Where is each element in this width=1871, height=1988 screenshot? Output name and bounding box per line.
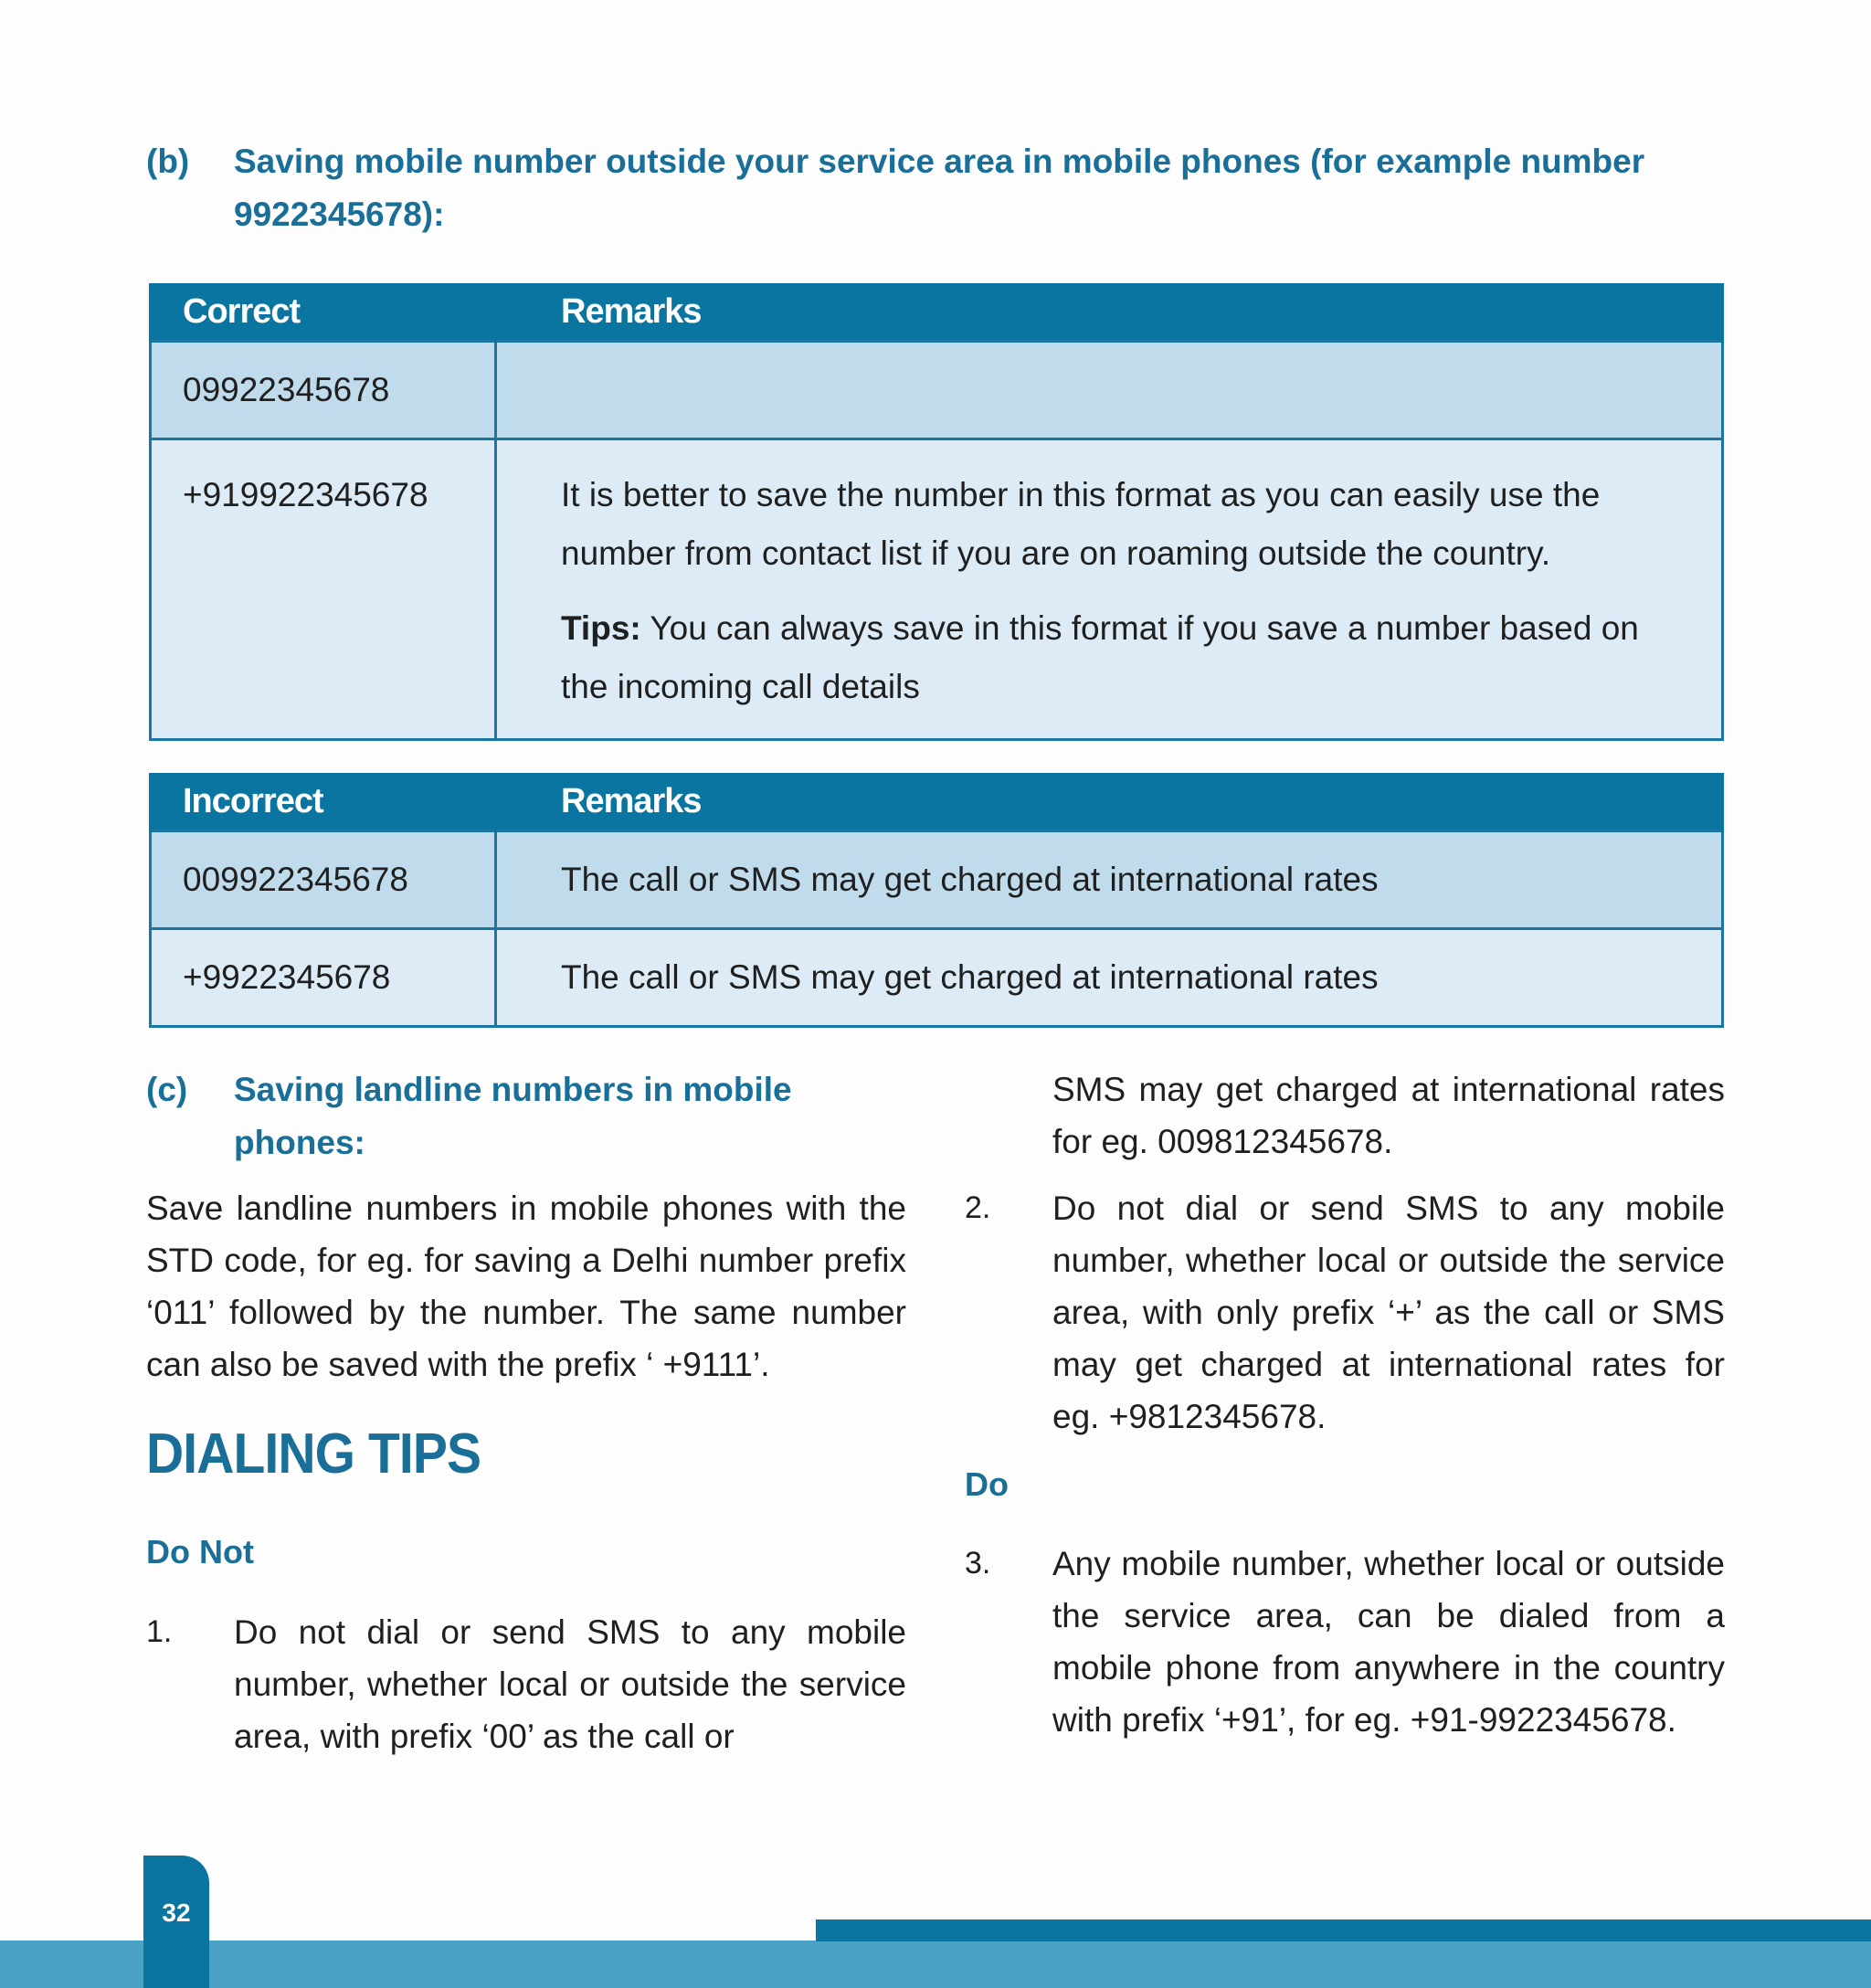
footer-accent-bar bbox=[816, 1919, 1871, 1941]
column-header-correct: Correct bbox=[151, 283, 496, 342]
column-header-incorrect: Incorrect bbox=[151, 773, 496, 831]
table-row bbox=[151, 439, 1723, 740]
correct-number-cell: +919922345678 bbox=[151, 439, 496, 740]
dialing-tips-title: DIALING TIPS bbox=[146, 1422, 481, 1486]
remark-cell: The call or SMS may get charged at international rates bbox=[496, 831, 1723, 929]
table-header-row bbox=[151, 773, 1723, 831]
incorrect-number-cell: 009922345678 bbox=[151, 831, 496, 929]
section-c-body bbox=[146, 1182, 906, 1391]
list-item-continuation bbox=[1052, 1063, 1725, 1168]
section-b-heading bbox=[146, 135, 1736, 241]
section-b-marker: (b) bbox=[146, 143, 190, 180]
list-item-text: Do not dial or send SMS to any mobile number, whether local or outside the service area, with only prefix ‘+’ as the call or SMS may get charged at international rates for eg. +9812345678. bbox=[1052, 1190, 1725, 1435]
do-not-label: Do Not bbox=[146, 1533, 254, 1570]
incorrect-number-cell: +9922345678 bbox=[151, 929, 496, 1027]
do-label: Do bbox=[965, 1465, 1009, 1503]
list-item bbox=[146, 1606, 906, 1762]
tips-paragraph bbox=[561, 599, 1675, 716]
list-item-text: Do not dial or send SMS to any mobile number, whether local or outside the service area, with prefix ‘00’ as the call or bbox=[234, 1613, 906, 1755]
column-header-remarks: Remarks bbox=[496, 283, 1723, 342]
correct-number-cell: 09922345678 bbox=[151, 342, 496, 439]
remark-cell bbox=[496, 342, 1723, 439]
section-c-paragraph: Save landline numbers in mobile phones with the STD code, for eg. for saving a Delhi number prefix ‘011’ followed by the number. The same number can also be saved with the prefix ‘ +9111’. bbox=[146, 1190, 906, 1383]
correct-table bbox=[149, 283, 1724, 741]
list-item-text: SMS may get charged at international rates for eg. 009812345678. bbox=[1052, 1071, 1725, 1160]
column-header-remarks: Remarks bbox=[496, 773, 1723, 831]
footer-band bbox=[0, 1940, 1871, 1988]
table-row bbox=[151, 831, 1723, 929]
section-c-heading bbox=[146, 1063, 914, 1169]
table-row bbox=[151, 929, 1723, 1027]
table-header-row bbox=[151, 283, 1723, 342]
tips-text: You can always save in this format if you save a number based on the incoming call details bbox=[561, 609, 1639, 705]
page-number: 32 bbox=[162, 1898, 191, 1927]
incorrect-table bbox=[149, 773, 1724, 1028]
section-c-title: Saving landline numbers in mobile phones: bbox=[234, 1071, 792, 1161]
list-item bbox=[965, 1538, 1725, 1746]
table-row bbox=[151, 342, 1723, 439]
list-item bbox=[965, 1182, 1725, 1443]
tips-label: Tips: bbox=[561, 609, 641, 647]
section-b-title: Saving mobile number outside your service area in mobile phones (for example number 9922345678): bbox=[234, 143, 1645, 233]
list-item-number: 3. bbox=[965, 1546, 991, 1581]
section-c-marker: (c) bbox=[146, 1071, 188, 1108]
remark-cell bbox=[496, 439, 1723, 740]
remark-cell: The call or SMS may get charged at international rates bbox=[496, 929, 1723, 1027]
remark-text: It is better to save the number in this format as you can easily use the number from contact list if you are on roaming outside the country. bbox=[561, 476, 1601, 572]
list-item-text: Any mobile number, whether local or outside the service area, can be dialed from a mobile phone from anywhere in the country with prefix ‘+91’, for eg. +91-9922345678. bbox=[1052, 1545, 1725, 1739]
list-item-number: 2. bbox=[965, 1190, 991, 1225]
list-item-number: 1. bbox=[146, 1614, 173, 1649]
